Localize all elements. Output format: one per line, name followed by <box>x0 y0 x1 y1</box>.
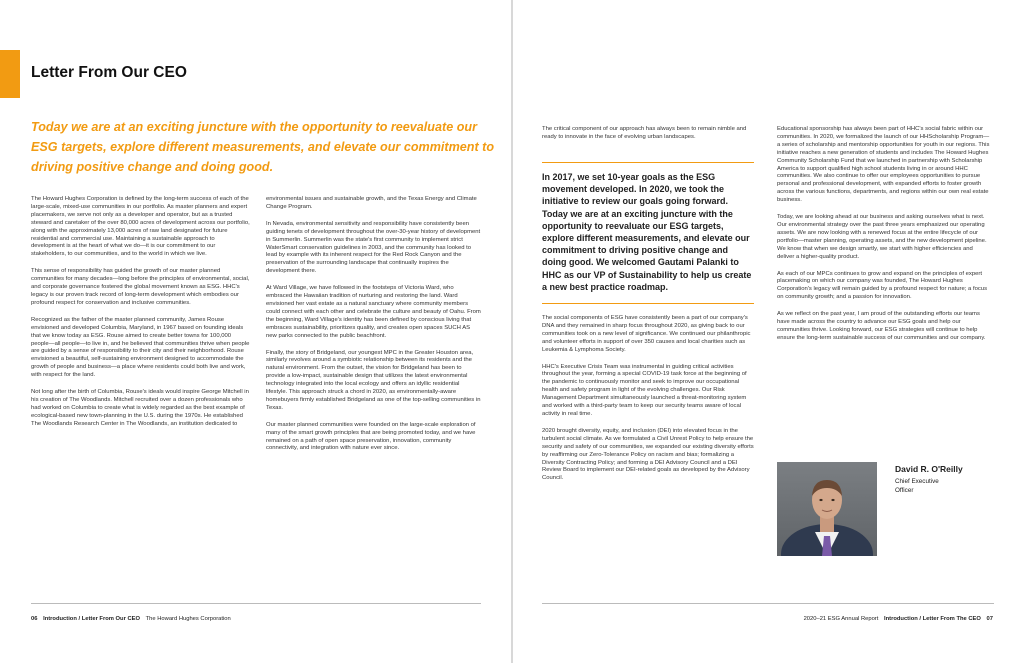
paragraph: The critical component of our approach has always been to remain nimble and ready to innovate in the face of evolving urban landscapes. <box>542 126 747 140</box>
paragraph: 2020 brought diversity, equity, and inclusion (DEI) into elevated focus in the turbulent social climate. As we formulated a Civil Unrest Policy to help ensure the security and safety of our communities, we expanded our existing diversity efforts by reaffirming our Zero-Tolerance Policy on racism and bias; formalizing a Diversity Contracting Policy; and forming a DEI Advisory Council and a DEI Review Board to implement our DEI-related goals as developed by the Advisory Council. <box>542 427 754 482</box>
paragraph: In Nevada, environmental sensitivity and responsibility have consistently been guiding tenets of development throughout the over-30-year history of development in Summerlin. Summerlin was the state's first community to implement strict WaterSmart conservation guidelines in 2003, and the community has looked to lead by example with its inherent respect for the Red Rock Canyon and the preservation of the surrounding landscape that continually inspires the development there. <box>266 220 481 275</box>
body-column-4 <box>777 126 991 352</box>
right-page <box>513 0 1024 663</box>
footer-divider <box>542 603 994 604</box>
body-column-1 <box>31 196 250 438</box>
body-column-2 <box>266 196 481 462</box>
footer-left <box>31 616 231 622</box>
paragraph: This sense of responsibility has guided the growth of our master planned communities for many decades—long before the principles of environmental, social, and corporate governance fostered the global movement known as ESG. HHC's legacy is our proven track record of long-term development which embodies our profound respect for conservation and inclusive communities. <box>31 268 250 306</box>
ceo-portrait-photo <box>777 462 877 556</box>
ceo-title-line-2: Officer <box>895 486 914 494</box>
footer-company: The Howard Hughes Corporation <box>145 616 231 622</box>
paragraph: Today, we are looking ahead at our business and asking ourselves what is next. Our environmental strategy over the past three years emphasized our operating assets. We are now looking with a renewed focus at the entire lifecycle of our portfolio—master planning, operating assets, and the new development pipeline. We know that when we design smartly, we start with higher efficiencies and deliver a higher-quality product. <box>777 214 987 260</box>
highlight-rule-top <box>542 162 754 163</box>
paragraph: HHC's Executive Crisis Team was instrumental in guiding critical activities throughout the year, forming a special COVID-19 task force at the beginning of the pandemic to continuously monitor and seek to improve our occupational health and safety program in light of the evolving challenges. Our Risk Management Department simultaneously launched a threat-monitoring system and worked with a third-party team to keep our security teams aware of local activity in real time. <box>542 363 747 417</box>
paragraph: Our master planned communities were founded on the large-scale exploration of many of the smart growth principles that are being promoted today, and we have remained on a path of open space preservation, innovation, community connectivity, and integration with nature ever since. <box>266 421 476 452</box>
paragraph: The Howard Hughes Corporation is defined by the long-term success of each of the large-scale, mixed-use communities in our portfolio. As master planners and expert placemakers, we serve not only as a developer and operator, but as a trusted steward and caretaker of the over 80,000 acres of development across our portfolio, along with the approximately 13,000 acres of raw land designated for future residential and commercial use. Maintaining a sustainable approach to development is at the heart of what we do—it is our commitment to our stakeholders, to our communities, and to the world in which we live. <box>31 196 250 258</box>
paragraph: The social components of ESG have consistently been a part of our company's DNA and they remained in sharp focus throughout 2020, as giving back to our communities took on a new level of significance. We continued our philanthropic and volunteer efforts in support of over 350 causes and local charities such as Leukemia & Lymphoma Society. <box>542 315 751 353</box>
footer-divider <box>31 603 481 604</box>
pull-quote: Today we are at an exciting juncture with the opportunity to reevaluate our ESG targets, explore different measurements, and elevate our commitment to driving positive change and doing good. <box>31 120 495 174</box>
page-number: 06 <box>31 616 38 622</box>
signature-block <box>895 464 963 495</box>
body-column-3-top <box>542 126 754 151</box>
footer-right <box>804 616 993 622</box>
ceo-name: David R. O'Reilly <box>895 464 963 474</box>
paragraph: As each of our MPCs continues to grow and expand on the principles of expert placemaking on which our company was founded, The Howard Hughes Corporation's legacy will remain guided by a profound respect for nature; a focus on community growth; and a passion for innovation. <box>777 270 988 301</box>
page-title: Letter From Our CEO <box>31 64 187 81</box>
body-column-3-bottom <box>542 315 754 492</box>
paragraph: At Ward Village, we have followed in the footsteps of Victoria Ward, who embraced the Hawaiian tradition of nurturing and restoring the land. Ward envisioned her vast estate as a natural sanctuary where community members could connect with each other and celebrate the culture and beauty of Oahu. From the beginning, Ward Village's identity has been defined by conscious living that embraces sustainability, prioritizes quality, and creates open spaces SUCH AS new parks connected to the public beachfront. <box>266 285 481 339</box>
footer-section: Introduction / Letter From Our CEO <box>43 616 141 622</box>
paragraph: As we reflect on the past year, I am proud of the outstanding efforts our teams have made across the country to advance our ESG goals and help our communities thrive. Looking forward, our ESG strategies will continue to help ensure the long-term sustainable success of our communities and our company. <box>777 311 986 341</box>
page-number: 07 <box>986 616 993 622</box>
paragraph: Recognized as the father of the master planned community, James Rouse envisioned and developed Columbia, Maryland, in 1967 based on founding ideals that we know today as ESG. Rouse aimed to create better towns for 100,000 people—all people—to live in, and he believed that communities thrive when people are guided by a sense of responsibility to their city and their neighborhood. Rouse envisioned a beautiful, self-sustaining environment designed to accommodate the growth of people and business—a place where residents could both live and work, with respect for the land. <box>31 316 250 379</box>
highlight-rule-bottom <box>542 303 754 304</box>
paragraph: environmental issues and sustainable growth, and the Texas Energy and Climate Change Program. <box>266 196 477 210</box>
footer-section: Introduction / Letter From The CEO <box>883 616 981 622</box>
left-page <box>0 0 511 663</box>
footer-report: 2020–21 ESG Annual Report <box>803 616 879 622</box>
accent-bar <box>0 50 20 98</box>
paragraph: Educational sponsorship has always been part of HHC's social fabric within our communities. In 2020, we formalized the launch of our HHScholarship Program—a series of scholarship and mentorship opportunities for youth in our regions. This initiative reaches a new generation of students and includes The Howard Hughes Community Scholarship Fund that we launched in partnership with Scholarship America to support qualified high school students living in or around HHC communities. We also continue to offer our employees opportunities to pursue personal and professional development, with expanded efforts to foster growth across the various functions, departments, and regions within our own real estate business. <box>777 126 990 204</box>
paragraph: Finally, the story of Bridgeland, our youngest MPC in the Greater Houston area, similarly revolves around a symbiotic relationship between its residents and the natural environment. From the outset, the vision for Bridgeland has been to provide a low-impact, sustainable design that utilizes the latest environmental technology integrated into the local ecology and offers an idyllic residential lifestyle. This approach struck a chord in 2020, as environmentally-aware homebuyers firmly established Bridgeland as one of the top-selling communities in Texas. <box>266 349 481 411</box>
ceo-title-line-1: Chief Executive <box>895 478 939 485</box>
highlight-callout: In 2017, we set 10-year goals as the ESG movement developed. In 2020, we took the initiative to review our goals going forward. Today we are at an exciting juncture with the opportunity to reevaluate our ESG targets, explore different measurements, and elevate our commitment to driving positive change and doing good. We welcomed Gautami Palanki to HHC as our VP of Sustainability to help us create a new best practice roadmap. <box>542 172 752 292</box>
paragraph: Not long after the birth of Columbia, Rouse's ideals would inspire George Mitchell in his creation of The Woodlands. Mitchell recruited over a dozen professionals who had worked on Columbia to create what is widely regarded as the best example of ecological-based new town-planning in the U.S. during the 1970s. He established The Woodlands Research Center in The Woodlands, an institution dedicated to <box>31 389 249 427</box>
